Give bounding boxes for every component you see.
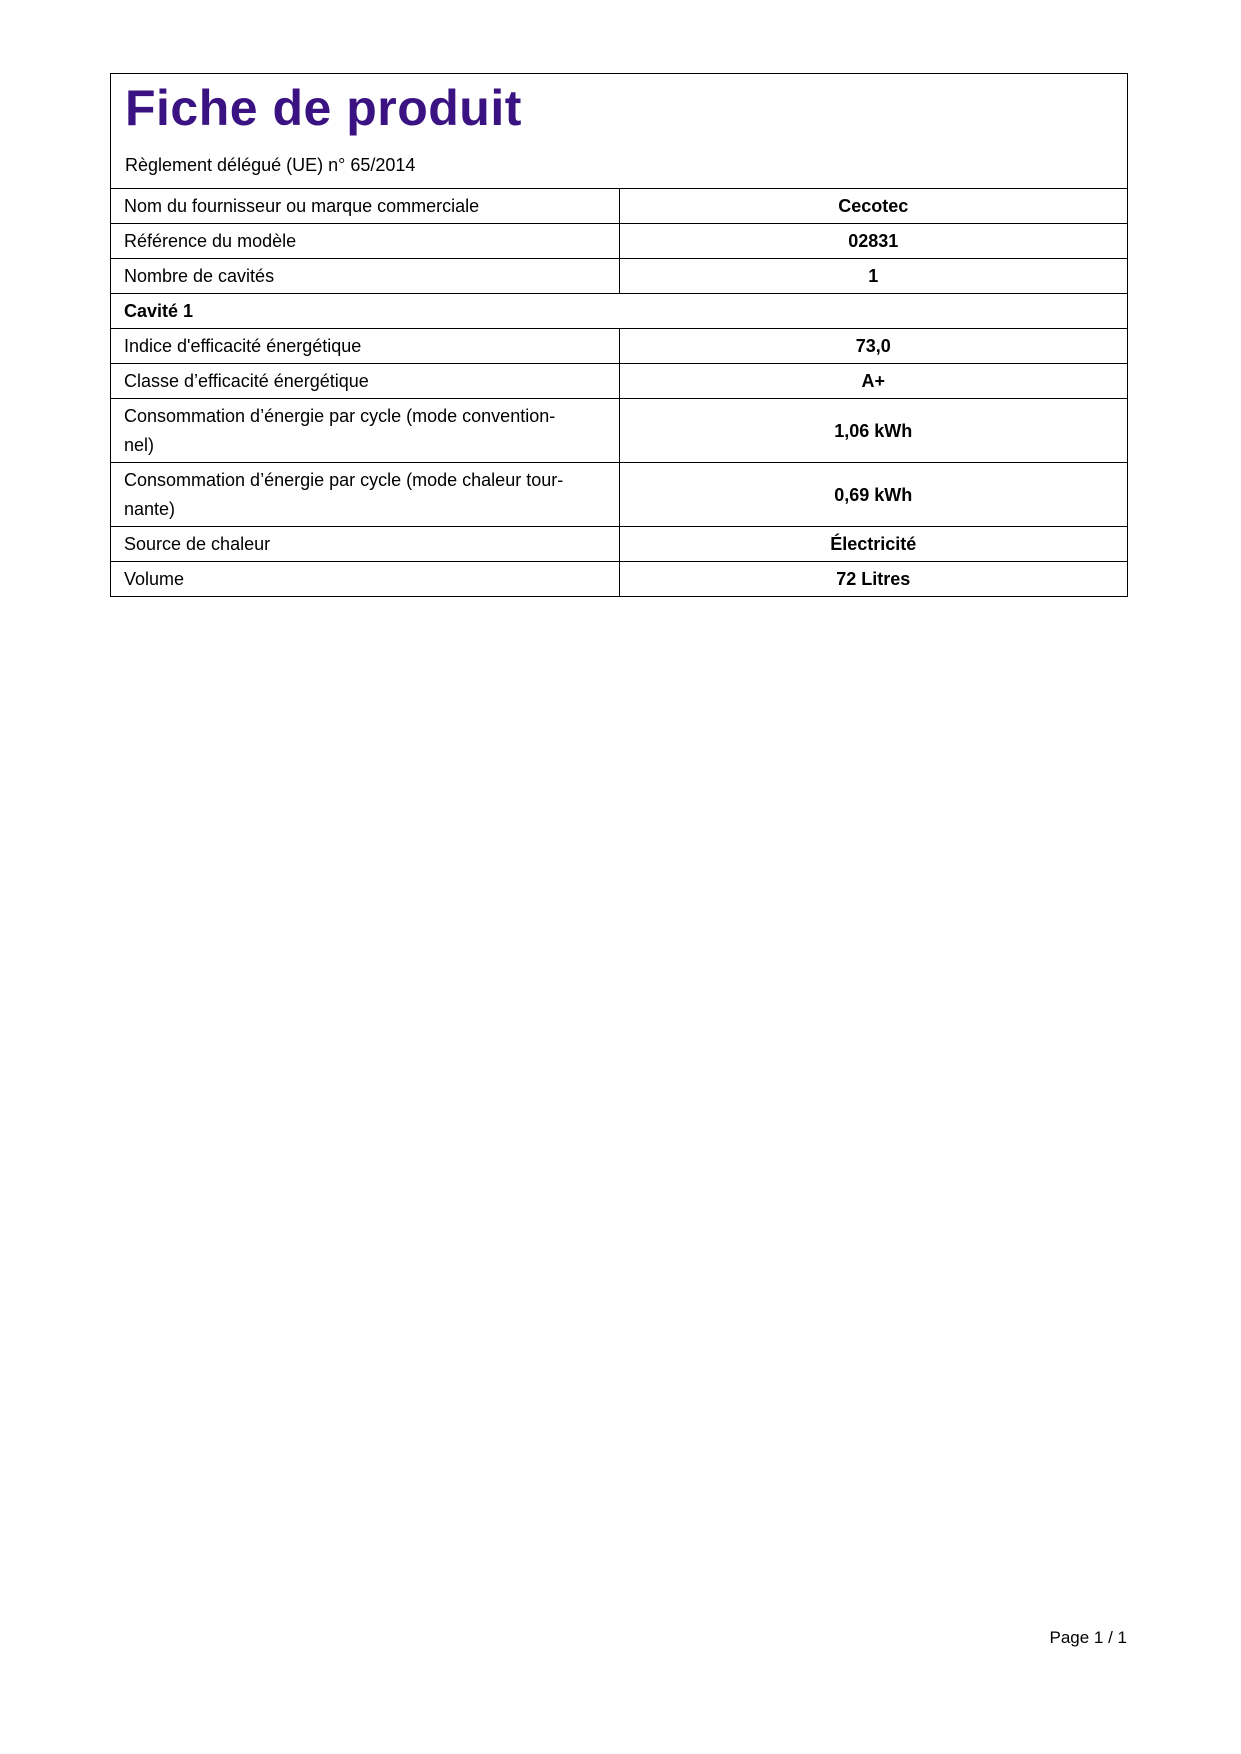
page-number: Page 1 / 1 <box>1049 1628 1127 1647</box>
table-row-section <box>111 294 1127 329</box>
table-row-eei <box>111 329 1127 364</box>
eei-value: 73,0 <box>619 329 1127 364</box>
supplier-label: Nom du fournisseur ou marque commerciale <box>111 189 619 224</box>
page-title: Fiche de produit <box>125 80 522 136</box>
cavity-section-heading: Cavité 1 <box>111 294 1127 329</box>
model-label: Référence du modèle <box>111 224 619 259</box>
product-table <box>111 189 1127 596</box>
table-row-model <box>111 224 1127 259</box>
model-value: 02831 <box>619 224 1127 259</box>
table-row-energy-class <box>111 364 1127 399</box>
cavities-value: 1 <box>619 259 1127 294</box>
energy-class-label: Classe d’efficacité énergétique <box>111 364 619 399</box>
conventional-consumption-label-line1: Consommation d’énergie par cycle (mode convention- <box>124 406 556 426</box>
fan-consumption-label-line1: Consommation d’énergie par cycle (mode chaleur tour- <box>124 470 564 490</box>
eei-label: Indice d'efficacité énergétique <box>111 329 619 364</box>
table-row-fan-consumption <box>111 463 1127 527</box>
fan-consumption-label <box>111 463 619 527</box>
product-sheet <box>110 73 1128 597</box>
table-row-cavities <box>111 259 1127 294</box>
fan-consumption-value: 0,69 kWh <box>619 463 1127 527</box>
regulation-reference: Règlement délégué (UE) n° 65/2014 <box>125 155 416 175</box>
supplier-value: Cecotec <box>619 189 1127 224</box>
fan-consumption-label-line2: nante) <box>124 499 176 519</box>
heat-source-label: Source de chaleur <box>111 527 619 562</box>
conventional-consumption-value: 1,06 kWh <box>619 399 1127 463</box>
table-row-supplier <box>111 189 1127 224</box>
heat-source-value: Électricité <box>619 527 1127 562</box>
conventional-consumption-label-line2: nel) <box>124 435 155 455</box>
volume-value: 72 Litres <box>619 562 1127 597</box>
conventional-consumption-label <box>111 399 619 463</box>
table-row-volume <box>111 562 1127 597</box>
volume-label: Volume <box>111 562 619 597</box>
sheet-header <box>111 74 1127 189</box>
energy-class-value: A+ <box>619 364 1127 399</box>
cavities-label: Nombre de cavités <box>111 259 619 294</box>
table-row-conventional-consumption <box>111 399 1127 463</box>
table-row-heat-source <box>111 527 1127 562</box>
